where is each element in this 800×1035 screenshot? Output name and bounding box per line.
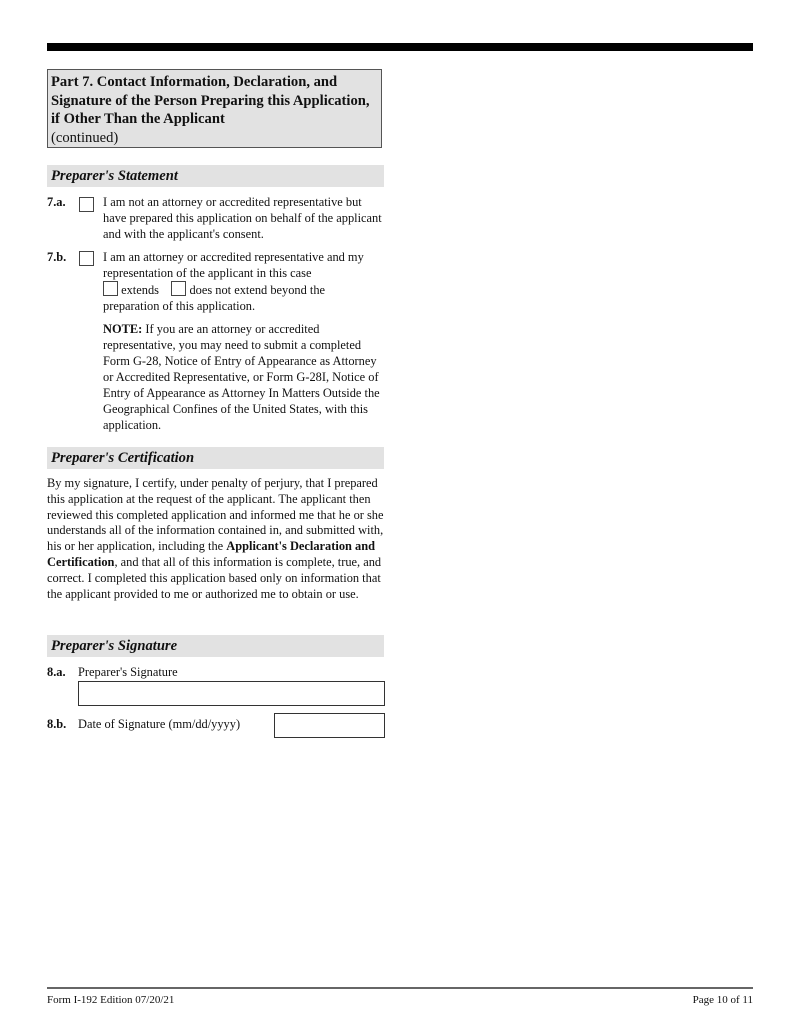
item-number-8b: 8.b. — [47, 717, 67, 731]
date-label: Date of Signature (mm/dd/yyyy) — [78, 717, 241, 731]
item-number-7b: 7.b. — [47, 250, 67, 264]
footer-form-edition: Form I-192 Edition 07/20/21 — [47, 994, 175, 1006]
footer-rule — [47, 987, 753, 989]
section-heading-certification: Preparer's Certification — [47, 447, 384, 469]
checkbox-extends[interactable] — [103, 281, 118, 296]
item-7b-text: I am an attorney or accredited representative and my representation of the applicant in this case — [103, 250, 364, 280]
signature-input[interactable] — [78, 681, 385, 706]
top-rule — [47, 43, 753, 51]
item-7a-text: I am not an attorney or accredited representative but have prepared this application on behalf of the applicant and with the applicant's consent. — [103, 195, 382, 241]
checkbox-7b[interactable] — [79, 251, 94, 266]
item-7b-text-end: preparation of this application. — [103, 299, 256, 313]
footer-page-number: Page 10 of 11 — [692, 994, 753, 1006]
note — [103, 321, 385, 433]
checkbox-7a[interactable] — [79, 197, 94, 212]
section-heading-statement: Preparer's Statement — [47, 165, 384, 187]
option-extends-label: extends — [121, 283, 159, 297]
checkbox-does-not-extend[interactable] — [171, 281, 186, 296]
certification-text-part2: , and that all of this information is complete, true, and correct. I completed this application based only on information that the applicant provided to me or authorized me to obtain or use. — [47, 554, 382, 601]
item-number-7a: 7.a. — [47, 195, 66, 209]
item-7b-block — [103, 249, 385, 314]
part-title: Part 7. Contact Information, Declaration, and Signature of the Person Preparing this Application, if Other Than the Applicant — [51, 74, 370, 127]
date-input[interactable] — [274, 713, 385, 738]
note-label: NOTE: — [103, 322, 143, 336]
part-continued: (continued) — [51, 129, 119, 146]
option-not-extend-label: does not extend beyond the — [189, 283, 326, 297]
item-number-8a: 8.a. — [47, 665, 66, 679]
section-heading-signature: Preparer's Signature — [47, 635, 384, 657]
certification-text-part1: By my signature, I certify, under penalty of perjury, that I prepared this application at the request of the applicant. The applicant then reviewed this completed application and informed me that he or she understands all of the information contained in, and submitted with, his or her application, including the — [47, 476, 384, 554]
note-text: If you are an attorney or accredited representative, you may need to submit a completed Form G-28, Notice of Entry of Appearance as Attorney or Accredited Representative, or Form G-28I, Notice of Entry of Appearance as Attorney In Matters Outside the Geographical Confines of the United States, with this application. — [103, 322, 380, 432]
signature-label: Preparer's Signature — [78, 665, 178, 679]
part-header — [47, 69, 382, 148]
certification-text — [47, 476, 385, 602]
certification-text-bold: Applicant's Declaration and Certification — [47, 539, 375, 569]
